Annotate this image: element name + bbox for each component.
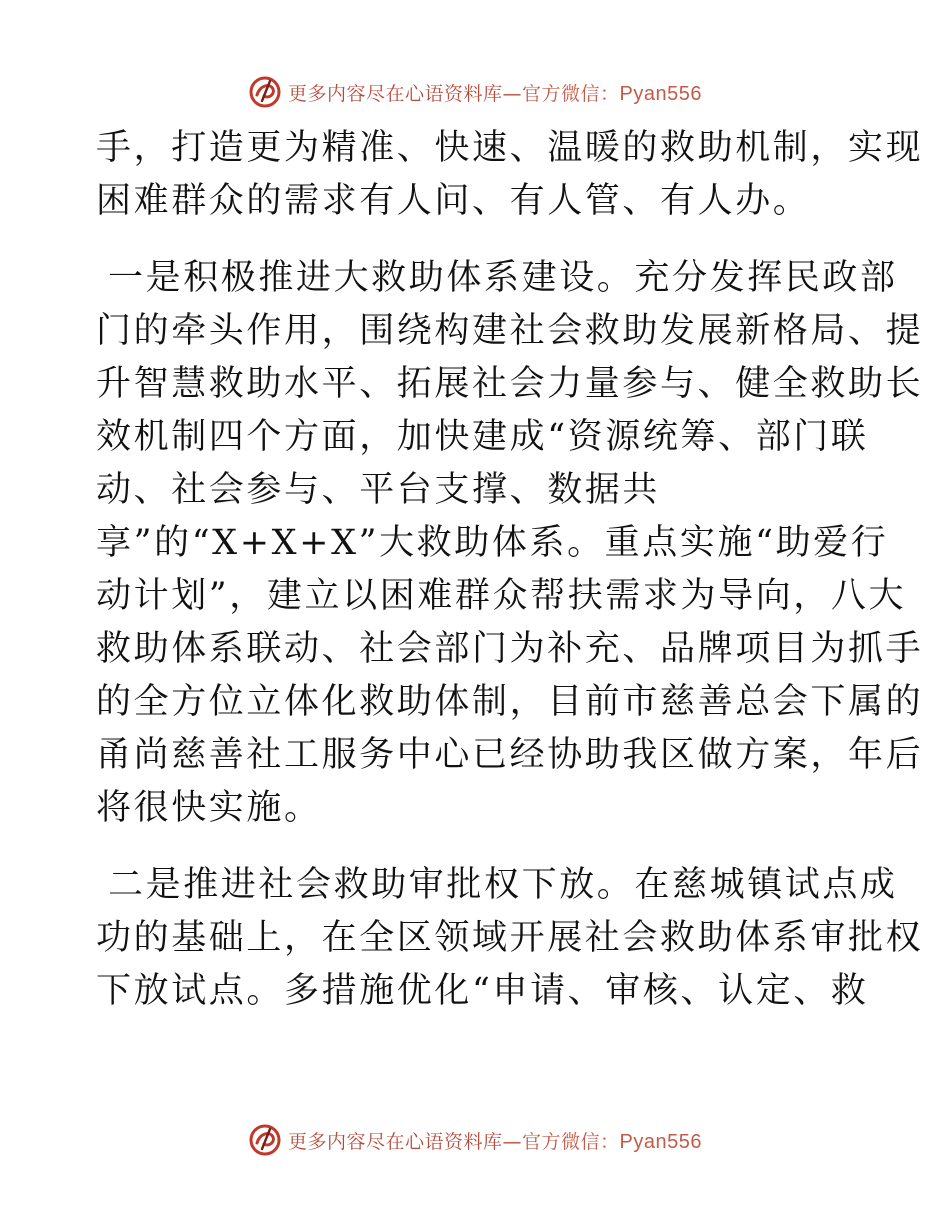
text-line: 困难群众的需求有人问、有人管、有人办。	[96, 181, 811, 221]
red-swirl-logo-icon	[248, 75, 282, 109]
red-swirl-logo-icon	[248, 1123, 282, 1157]
text-line: 的全方位立体化救助体制，目前市慈善总会下属的	[96, 682, 924, 722]
text-line: 手，打造更为精准、快速、温暖的救助机制，实现	[96, 128, 924, 168]
text-line: 二是推进社会救助审批权下放。在慈城镇试点成	[108, 865, 898, 905]
watermark-text	[288, 1127, 702, 1154]
text-line: 效机制四个方面，加快建成“资源统筹、部门联	[96, 417, 869, 457]
text-line: 甬尚慈善社工服务中心已经协助我区做方案，年后	[96, 735, 924, 775]
text-line: 功的基础上，在全区领域开展社会救助体系审批权	[96, 918, 924, 958]
text-line: 升智慧救助水平、拓展社会力量参与、健全救助长	[96, 364, 924, 404]
text-line: 门的牵头作用，围绕构建社会救助发展新格局、提	[96, 311, 924, 351]
paragraph-3	[96, 859, 924, 1018]
document-body	[96, 122, 924, 1018]
paragraph-1	[96, 122, 924, 228]
text-line: 动计划”，建立以困难群众帮扶需求为导向，八大	[96, 576, 907, 616]
paragraph-2	[96, 252, 924, 835]
watermark-wechat-label: 官方微信：	[522, 82, 620, 105]
watermark-wechat-id: Pyan556	[619, 1130, 702, 1153]
watermark-text	[288, 79, 702, 106]
footer-watermark	[0, 1120, 950, 1160]
text-line: 下放试点。多措施优化“申请、审核、认定、救	[96, 971, 869, 1011]
text-line: 动、社会参与、平台支撑、数据共	[96, 470, 661, 510]
watermark-wechat-id: Pyan556	[619, 82, 702, 105]
text-line: 将很快实施。	[96, 788, 322, 828]
text-line: 救助体系联动、社会部门为补充、品牌项目为抓手	[96, 629, 924, 669]
text-line: 一是积极推进大救助体系建设。充分发挥民政部	[108, 258, 898, 298]
watermark-title: 更多内容尽在心语资料库	[288, 82, 503, 105]
watermark-dash: —	[502, 1130, 523, 1153]
watermark-title: 更多内容尽在心语资料库	[288, 1130, 503, 1153]
watermark-wechat-label: 官方微信：	[522, 1130, 620, 1153]
watermark-dash: —	[502, 82, 523, 105]
header-watermark	[0, 72, 950, 112]
text-line: 享”的“X+X+X”大救助体系。重点实施“助爱行	[96, 523, 889, 563]
